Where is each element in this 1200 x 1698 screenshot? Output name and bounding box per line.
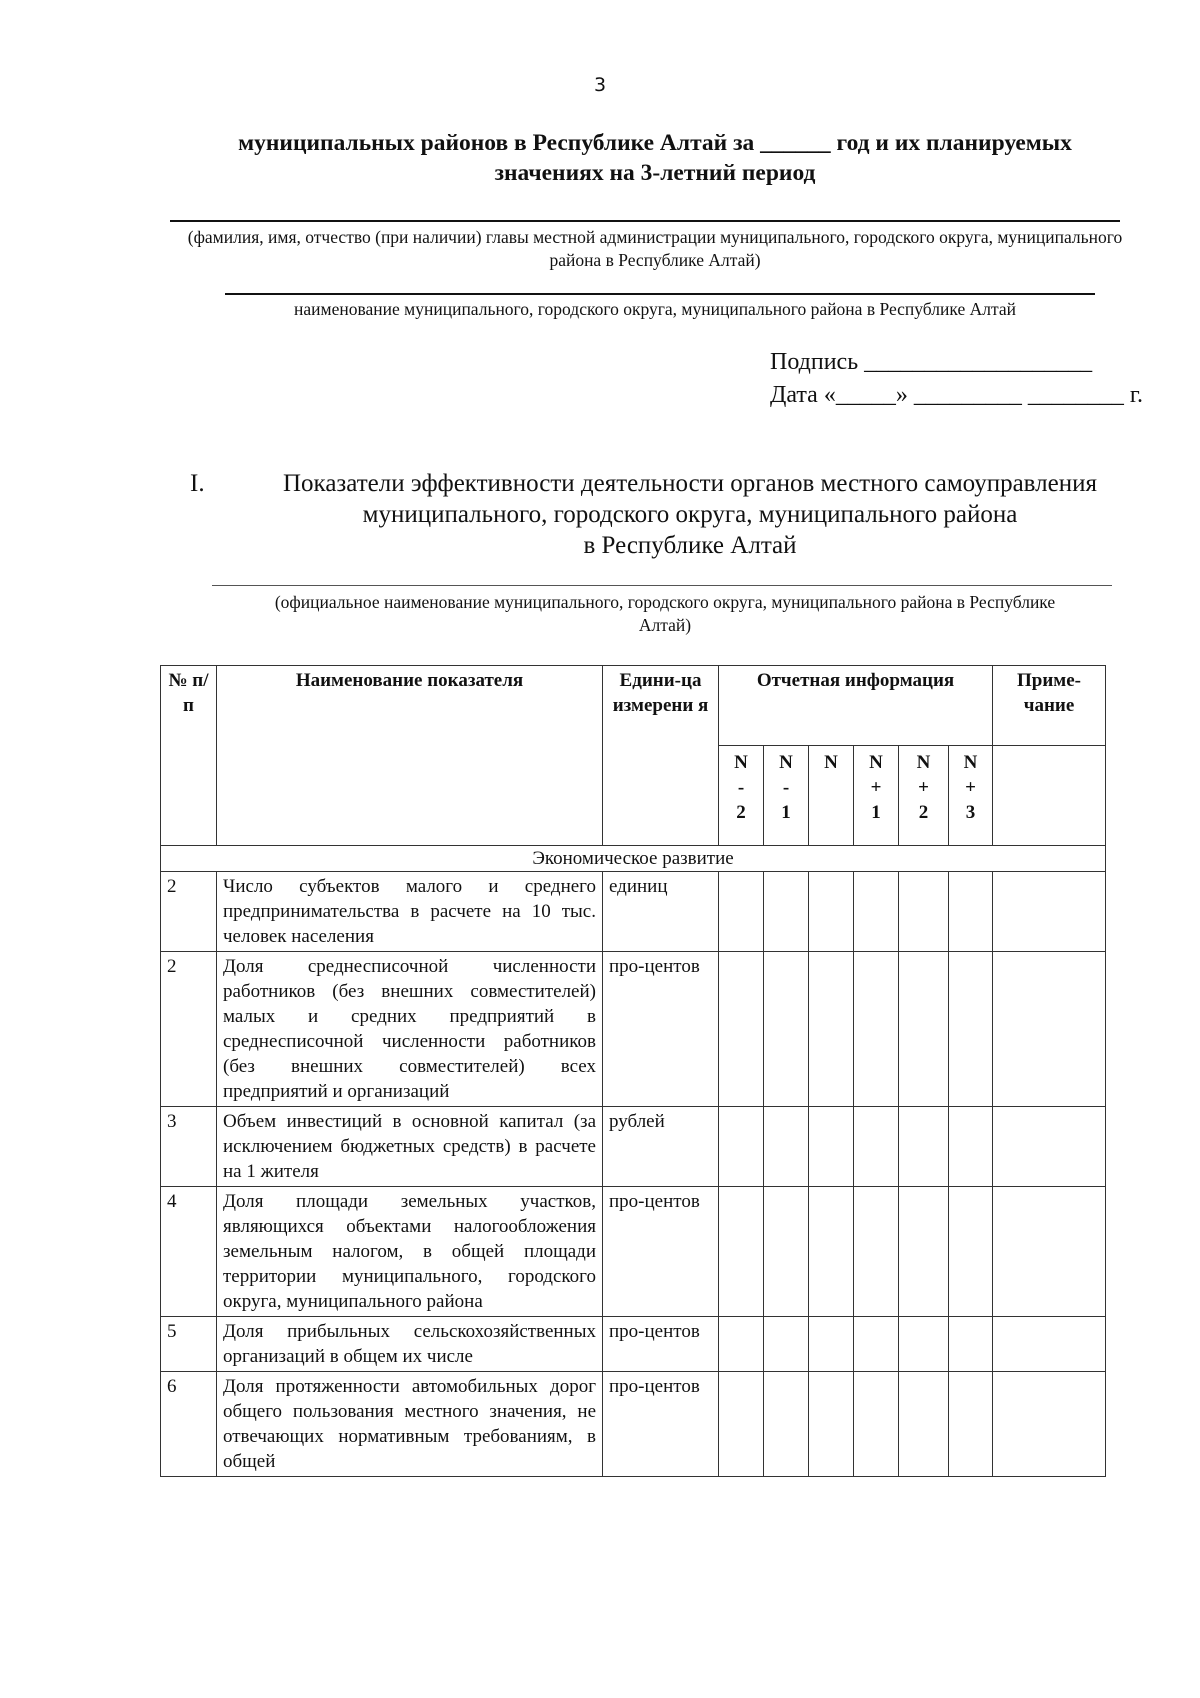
section-row-label: Экономическое развитие [161,846,1106,872]
section-title [250,468,1130,561]
row-name: Число субъектов малого и среднего предпринимательства в расчете на 10 тыс. человек населения [217,872,603,952]
municipality-name-line [225,293,1095,295]
period-cell: N + 1 [854,746,899,846]
header-report: Отчетная информация [719,666,993,746]
period-cell: N [809,746,854,846]
header-num: № п/п [161,666,217,846]
official-caption: (официальное наименование муниципального, городского округа, муниципального района в Республике Алтай) [274,592,1056,635]
row-unit: рублей [603,1107,719,1187]
row-name: Доля протяженности автомобильных дорог общего пользования местного значения, не отвечающих нормативным требованиям, в общей [217,1372,603,1477]
header-unit: Едини-ца измерени я [603,666,719,846]
row-num: 2 [161,952,217,1107]
date-line: Дата «_____» _________ ________ г. [770,382,1143,408]
row-unit: про-центов [603,1372,719,1477]
row-name: Доля площади земельных участков, являющихся объектами налогообложения земельным налогом, в общей площади территории муниципального, городского округа, муниципального района [217,1187,603,1317]
table-row [161,1317,1106,1372]
row-num: 3 [161,1107,217,1187]
table-row [161,1187,1106,1317]
table-row [161,1372,1106,1477]
period-cell: N - 1 [764,746,809,846]
head-caption: (фамилия, имя, отчество (при наличии) главы местной администрации муниципального, городского округа, муниципального района в Республике Алтай) [187,227,1123,270]
head-name-line [170,220,1120,222]
period-cell: N + 3 [949,746,993,846]
section-number: I. [190,470,205,497]
row-num: 2 [161,872,217,952]
table-row [161,872,1106,952]
row-name: Объем инвестиций в основной капитал (за исключением бюджетных средств) в расчете на 1 жителя [217,1107,603,1187]
signature-block [770,346,1143,412]
table-row [161,952,1106,1107]
section-title-line-2: муниципального, городского округа, муниципального района [362,501,1018,528]
row-name: Доля среднесписочной численности работников (без внешних совместителей) малых и средних предприятий в среднесписочной численности работников (без внешних совместителей) всех предприятий и организаций [217,952,603,1107]
period-cell: N + 2 [899,746,949,846]
title-line-1: муниципальных районов в Республике Алтай за ______ год и их планируемых [238,130,1072,156]
row-unit: про-центов [603,1317,719,1372]
row-unit: единиц [603,872,719,952]
row-name: Доля прибыльных сельскохозяйственных организаций в общем их числе [217,1317,603,1372]
title-line-2: значениях на 3-летний период [494,160,816,186]
period-cell: N - 2 [719,746,764,846]
section-title-line-3: в Республике Алтай [583,532,797,559]
header-name: Наименование показателя [217,666,603,846]
document-title [200,128,1110,188]
table-row [161,1107,1106,1187]
row-num: 5 [161,1317,217,1372]
section-row [161,846,1106,872]
header-note: Приме-чание [993,666,1106,746]
row-num: 6 [161,1372,217,1477]
row-unit: про-центов [603,952,719,1107]
section-title-line-1: Показатели эффективности деятельности органов местного самоуправления [283,470,1097,497]
table-header-row [161,666,1106,746]
page-number: 3 [593,74,607,96]
note-blank-cell [993,746,1106,846]
signature-line: Подпись ___________________ [770,349,1093,375]
municipality-caption: наименование муниципального, городского округа, муниципального района в Республике Алтай [294,299,1016,319]
row-unit: про-центов [603,1187,719,1317]
row-num: 4 [161,1187,217,1317]
official-name-line [212,585,1112,586]
indicators-table [160,665,1106,1477]
